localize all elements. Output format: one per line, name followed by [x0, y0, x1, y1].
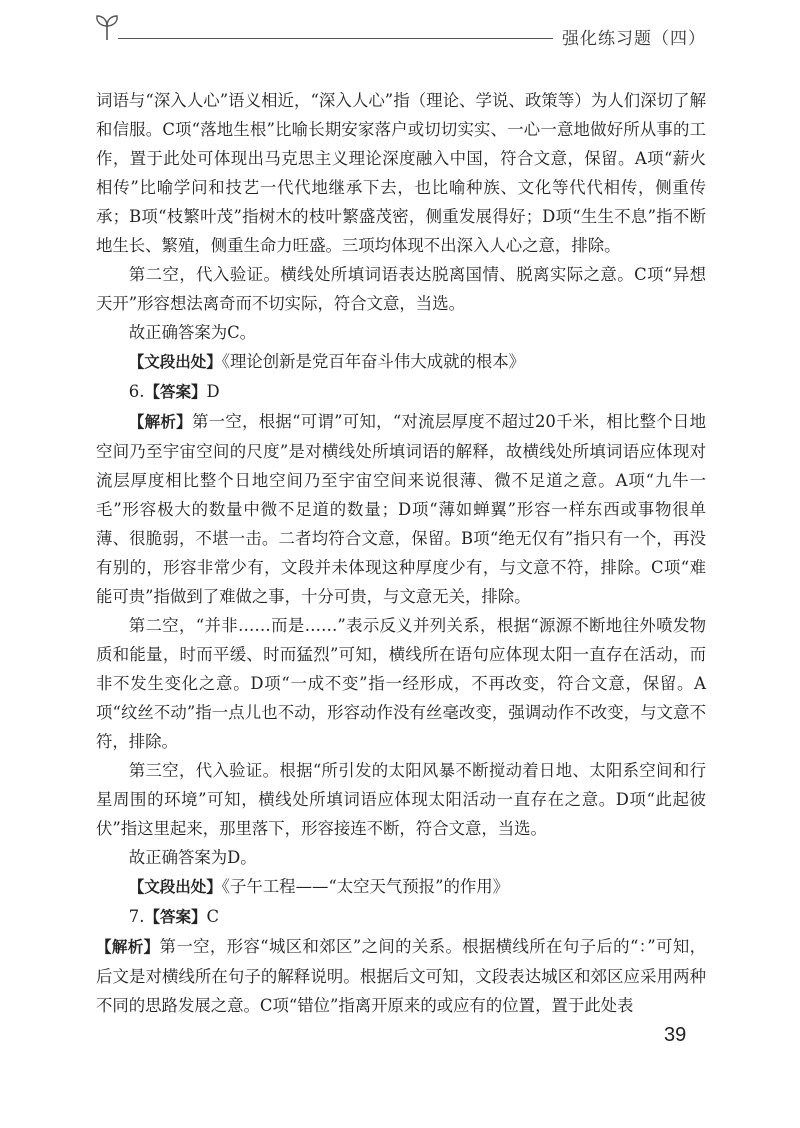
header-rule: [118, 38, 553, 39]
page-number: 39: [664, 1024, 687, 1046]
analysis-tag: 【解析】: [96, 938, 160, 956]
source-tag: 【文段出处】: [128, 353, 222, 371]
answer-tag: 【答案】: [144, 908, 207, 926]
question-number: 6.: [128, 382, 145, 401]
analysis-paragraph: 【解析】第一空，形容“城区和郊区”之间的关系。根据横线所在句子后的“：”可知，后文是对横线所在句子的解释说明。根据后文可知，文段表达城区和郊区应采用两种不同的思路发展之意。C项“错位”指离开原来的或应有的位置，置于此处表: [96, 937, 706, 1015]
section-title: 强化练习题（四）: [562, 29, 706, 49]
paragraph: 第二空，代入验证。横线处所填词语表达脱离国情、脱离实际之意。C项“异想天开”形容想法离奇而不切实际，符合文意，当选。: [96, 265, 706, 313]
paragraph: 第三空，代入验证。根据“所引发的太阳风暴不断搅动着日地、太阳系空间和行星周围的环境”可知，横线处所填词语应体现太阳活动一直存在之意。D项“此起彼伏”指这里起来，那里落下，形容接连不断，符合文意，当选。: [96, 761, 706, 838]
answer-line: [96, 377, 706, 407]
source-line: 【文段出处】《子午工程——“太空天气预报”的作用》: [128, 877, 510, 896]
answer-value: D: [206, 382, 220, 401]
question-number: 7.: [128, 907, 145, 926]
paragraph: 第二空，“并非……而是……”表示反义并列关系，根据“源源不断地往外喷发物质和能量，时而平缓、时而猛烈”可知，横线所在语句应体现太阳一直存在活动，而非不发生变化之意。D项“一成不变”指一经形成，不再改变，符合文意，保留。A项“纹丝不动”指一点儿也不动，形容动作没有丝毫改变，强调动作不改变，与文意不符，排除。: [96, 616, 706, 751]
answer-explanations: [96, 86, 706, 1020]
analysis-paragraph: 【解析】第一空，根据“可谓”可知，“对流层厚度不超过20千米，相比整个日地空间乃至宇宙空间的尺度”是对横线处所填词语的解释，故横线处所填词语应体现对流层厚度相比整个日地空间乃至宇宙空间来说很薄、微不足道之意。A项“九牛一毛”形容极大的数量中微不足道的数量；D项“薄如蝉翼”形容一样东西或事物很单薄、很脆弱，不堪一击。二者均符合文意，保留。B项“绝无仅有”指只有一个，再没有别的，形容非常少有，文段并未体现这种厚度少有，与文意不符，排除。C项“难能可贵”指做到了难做之事，十分可贵，与文意无关，排除。: [96, 412, 706, 606]
paragraph: 故正确答案为C。: [128, 323, 257, 342]
answer-tag: 【答案】: [144, 383, 207, 401]
answer-value: C: [206, 907, 219, 926]
source-tag: 【文段出处】: [128, 878, 222, 896]
analysis-tag: 【解析】: [128, 413, 192, 431]
source-line: 【文段出处】《理论创新是党百年奋斗伟大成就的根本》: [128, 352, 526, 371]
paragraph: 故正确答案为D。: [128, 848, 257, 867]
page-header: [0, 0, 800, 60]
paragraph: 词语与“深入人心”语义相近，“深入人心”指（理论、学说、政策等）为人们深切了解和信服。C项“落地生根”比喻长期安家落户或切切实实、一心一意地做好所从事的工作，置于此处可体现出马克思主义理论深度融入中国，符合文意，保留。A项“薪火相传”比喻学问和技艺一代代地继承下去，也比喻种族、文化等代代相传，侧重传承；B项“枝繁叶茂”指树木的枝叶繁盛茂密，侧重发展得好；D项“生生不息”指不断地生长、繁殖，侧重生命力旺盛。三项均体现不出深入人心之意，排除。: [96, 91, 706, 255]
answer-line: [96, 902, 706, 932]
